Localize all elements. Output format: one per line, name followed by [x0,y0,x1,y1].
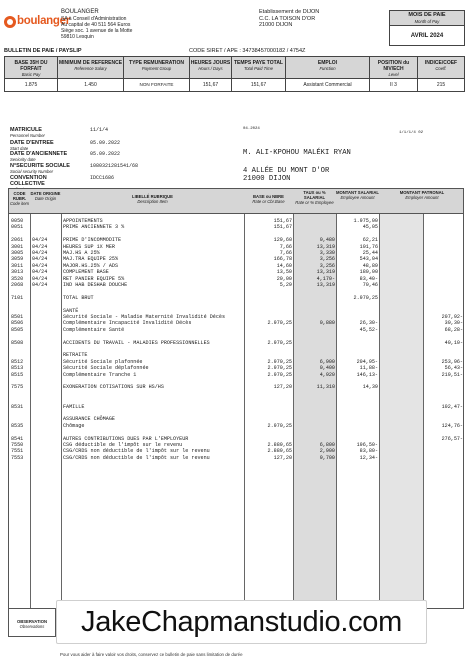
line-code: 7551 [11,448,24,455]
line-base: 151,67 [273,224,292,231]
logo-wordmark: boulanger [17,15,70,27]
pay-period-label: MOIS DE PAIE [408,12,446,18]
line-item-row [9,333,465,339]
line-item-row [9,340,465,346]
value-temps-paye: 151,67 [232,79,286,91]
line-salarial: 543,04 [359,256,378,263]
line-label: ASSURANCE CHÔMAGE [63,416,115,423]
line-date: 04/24 [32,275,48,282]
line-taux: 0,880 [319,320,335,327]
line-code: 7575 [11,384,24,391]
line-item-row [9,308,465,314]
convention-value: IDCC1686 [90,175,115,181]
line-code: 3001 [11,243,24,250]
value-position: II 3 [370,79,418,91]
employer-line-2: Au capital de 40 511 564 Euros [61,22,131,28]
line-item-row [9,244,465,250]
line-base: 2.889,65 [267,448,292,455]
line-salarial: 101,76 [359,243,378,250]
line-label: Complémentaire Santé [63,326,125,333]
line-label: ACCIDENTS DU TRAVAIL - MALADIES PROFESSIONNELLES [63,339,210,346]
col-libelle-label: LIBELLÉ RUBRIQUE [132,194,173,199]
line-base: 127,20 [273,384,292,391]
value-emploi: Assistant Commercial [286,79,370,91]
observations-sublabel: Observations [19,624,45,629]
anciennete-sublabel: Seniority date [10,157,36,162]
employee-id-block [10,127,230,190]
line-item-row [9,436,465,442]
header-minimum-reference-sub: Reference Salary [74,66,107,71]
line-salarial: 48,89 [362,262,378,269]
line-base: 2.889,65 [267,442,292,448]
col-libelle-sub: Description Item [137,199,168,204]
establishment-block [259,9,369,29]
line-label: RET PANIER EQUIPE 5% [63,275,125,282]
col-salarial-label: MONTANT SALARIAL [336,190,379,195]
line-item-row [9,372,465,378]
line-code: 8513 [11,365,24,372]
line-salarial: 14,39 [362,384,378,391]
line-salarial: 1.975,00 [353,218,378,224]
line-base: 129,60 [273,237,292,244]
header-type-remuneration: TYPE REMUNERATION [129,60,184,66]
line-date: 04/24 [32,250,48,256]
line-label: SANTÉ [63,307,79,314]
line-item-row [9,416,465,422]
line-code: 3013 [11,269,24,276]
line-item-row [9,391,465,397]
col-taux-sub: Rate or % Employee [295,200,334,205]
pay-period-sublabel: Month of Pay [414,19,440,24]
line-patronal: 219,51- [441,371,463,378]
line-salarial: 45,52- [359,326,378,333]
employer-block [61,9,181,40]
header-indice-coef: INDICE/COEF [424,60,458,66]
line-item-row [9,455,465,461]
line-salarial: 45,05 [362,224,378,231]
col-code-sub: Code item [9,201,30,206]
line-base: 14,60 [276,262,292,269]
line-label: HEURES SUP 1X MER [63,243,115,250]
value-indice-coef: 215 [436,82,446,88]
line-item-row [9,359,465,365]
line-date: 04/24 [32,256,48,263]
observations-box [8,609,56,637]
line-code: 3520 [11,275,24,282]
line-item-row [9,263,465,269]
line-taux: 2,900 [319,448,335,455]
col-code-label: CODE RUBR. [12,191,27,201]
establishment-line-2: C.C. LA TOISON D'OR [259,15,316,22]
header-heures-jours-sub: Hours / Days [198,66,223,71]
matricule-value: 11/1/4 [90,127,109,133]
line-code: 2061 [11,237,24,244]
value-type-remuneration: NON FORFAITE [124,79,190,91]
line-item-row [9,327,465,333]
line-label: MAJ.HS A 25% [63,250,100,256]
line-date: 04/24 [32,262,48,269]
line-code: 8501 [11,314,24,320]
establishment-line-1: Etablissement de DIJON [259,9,320,15]
line-code: 3011 [11,262,24,269]
line-item-row [9,423,465,429]
line-label: Sécurité Sociale - Maladie Maternité Invalidité Décès [63,314,226,320]
line-label: Sécurité Sociale plafonnée [63,358,143,365]
col-base-label: BASE ou NBRE [253,194,284,199]
line-taux: 6,800 [319,442,335,448]
line-item-row [9,231,465,237]
header-base-forfait-sub: Basic Pay [21,72,41,77]
line-patronal: 102,47- [441,403,463,410]
line-patronal: 30,30- [444,320,463,327]
line-item-row [9,301,465,307]
header-type-remuneration-sub: Payment Group [141,66,172,71]
line-label: AUTRES CONTRIBUTIONS DUES PAR L'EMPLOYEUR [63,435,189,442]
employment-info-values [5,79,464,91]
line-items-body [8,214,464,609]
line-salarial: 11,88- [359,365,378,372]
line-item-row [9,442,465,448]
line-item-row [9,276,465,282]
line-patronal: 56,43- [444,365,463,372]
line-code: 2068 [11,282,24,288]
secu-sublabel: Social security Number [10,169,54,174]
line-item-row [9,282,465,288]
observations-label: OBSERVATION [16,619,47,624]
secu-value: 1080321281541/68 [90,163,139,169]
line-salarial: 146,13- [356,371,378,378]
line-base: 7,66 [279,250,292,256]
line-base: 2.970,25 [267,365,292,372]
line-code: 7553 [11,454,24,461]
line-item-row [9,378,465,384]
address-ref-left: 04.2024 [243,127,260,131]
line-item-row [9,397,465,403]
establishment-line-3: 21000 DIJON [259,22,293,28]
employer-line-1: SA à Conseil d'Administration [61,16,127,22]
line-taux: 3,256 [319,262,335,269]
line-item-row [9,218,465,224]
col-taux-label: TAUX ou % SALARIAL [303,190,326,200]
header-base-forfait: BASE 35H DU FORFAIT [14,60,48,72]
footer-note: Pour vous aider à faire valoir vos droits, conservez ce bulletin de paie sans limitation de durée [60,652,243,657]
line-code: 8541 [11,435,24,442]
line-label: COMPLEMENT BASE [63,269,109,276]
employer-line-3: Siège soc. 1 avenue de la Motte [61,28,133,34]
line-code: 7550 [11,442,24,448]
line-taux: 6,900 [319,358,335,365]
anciennete-value: 05.09.2022 [90,151,121,157]
entree-value: 05.09.2022 [90,140,121,146]
line-taux: 3,330 [319,250,335,256]
line-salarial: 25,44 [362,250,378,256]
line-base: 2.970,25 [267,371,292,378]
line-date: 04/24 [32,269,48,276]
line-item-row [9,237,465,243]
line-date: 04/24 [32,243,48,250]
line-label: PRIME D'INCOMMODITE [63,237,122,244]
line-label: MAJOR.HS.25% / ADS [63,262,119,269]
line-code: 8505 [11,326,24,333]
line-label: CSG/CRDS non déductible de l'impôt sur le revenu [63,448,210,455]
line-base: 127,20 [273,454,292,461]
line-code: 8515 [11,371,24,378]
line-salarial: 83,80- [359,448,378,455]
col-salarial-sub: Employee Amount [340,195,375,200]
line-label: IND HAB DESHAB DOUCHE [63,282,128,288]
line-code: 3005 [11,250,24,256]
boulanger-logo [4,14,70,30]
line-items-header [8,188,464,214]
line-item-row [9,314,465,320]
line-salarial: 196,50- [356,442,378,448]
header-minimum-reference: MINIMUM DE REFERENCE [58,60,123,66]
employment-info-table [4,56,465,92]
col-date-sub: Date Origin [34,196,57,201]
line-base: 13,50 [276,269,292,276]
header-emploi-sub: Function [319,66,336,71]
line-item-row [9,288,465,294]
employment-info-header [5,57,464,79]
header-indice-coef-sub: Coeff. [435,66,447,71]
line-base: 2.970,25 [267,422,292,429]
line-base: 151,67 [273,218,292,224]
pay-period-value: AVRIL 2024 [410,33,444,39]
line-salarial: 62,21 [362,237,378,244]
line-taux: 13,319 [316,269,335,276]
watermark-banner [56,600,427,644]
line-item-row [9,250,465,256]
value-base-forfait: 1.875 [5,79,58,91]
line-item-row [9,295,465,301]
line-base: 2.970,25 [267,320,292,327]
line-item-row [9,429,465,435]
value-minimum-reference: 1.450 [58,79,124,91]
line-code: 0050 [11,218,24,224]
line-code: 8535 [11,422,24,429]
line-taux: 13,319 [316,282,335,288]
employee-name: M. ALI-KPOHOU MALÉKI RYAN [243,149,351,157]
line-date: 04/24 [32,237,48,244]
employee-city: 21000 DIJON [243,175,291,183]
col-patronal-sub: Employer Amount [405,195,439,200]
line-salarial: 83,40- [359,275,378,282]
line-code: 7101 [11,294,24,301]
line-code: 8531 [11,403,24,410]
line-item-row [9,256,465,262]
col-patronal-label: MONTANT PATRONAL [399,190,445,195]
matricule-label: MATRICULE [10,127,42,133]
watermark-text: JakeChapmanstudio.com [81,606,402,638]
line-salarial: 204,95- [356,358,378,365]
line-patronal: 40,10- [444,339,463,346]
entree-label: DATE D'ENTREE [10,140,54,146]
line-label: EXONERATION COTISATIONS SUR HS/HS [63,384,164,391]
line-code: 8512 [11,358,24,365]
line-salarial: 26,30- [359,320,378,327]
line-taux: 0,480 [319,237,335,244]
line-item-row [9,365,465,371]
header-position: POSITION du NIV/ECH [377,60,410,72]
line-label: TOTAL BRUT [63,294,94,301]
line-taux: 13,319 [316,243,335,250]
line-label: CSG/CRDS non déductible de l'impôt sur le revenu [63,454,210,461]
line-label: CSG déductible de l'impôt sur le revenu [63,442,183,448]
line-label: Sécurité Sociale déplafonnée [63,365,149,372]
line-item-row [9,320,465,326]
line-salarial: 70,46 [362,282,378,288]
line-label: FAMILLE [63,403,85,410]
siret-code: CODE SIRET / APE : 34738457000182 / 4754Z [189,48,306,54]
line-item-row [9,346,465,352]
employer-line-4: 59810 Lesquin [61,34,94,40]
convention-label: CONVENTION COLLECTIVE [10,175,47,187]
line-base: 20,00 [276,275,292,282]
line-label: PRIME ANCIENNETE 3 % [63,224,125,231]
pay-period-box [389,10,465,46]
line-label: Complémentaire Tranche 1 [63,371,137,378]
line-code: 8508 [11,339,24,346]
entree-sublabel: Start date [10,146,29,151]
line-salarial: 2.970,25 [353,294,378,301]
line-item-row [9,352,465,358]
bulletin-title: BULLETIN DE PAIE / PAYSLIP [4,48,82,54]
line-patronal: 124,76- [441,422,463,429]
line-base: 5,29 [279,282,292,288]
line-base: 7,66 [279,243,292,250]
line-base: 166,78 [273,256,292,263]
line-taux: 0,400 [319,365,335,372]
line-taux: 9,700 [319,454,335,461]
matricule-sublabel: Personnel Number [10,133,45,138]
line-label: MAJ.TRA EQUIPE 25% [63,256,119,263]
line-item-row [9,404,465,410]
value-heures-jours: 151,67 [190,79,232,91]
line-base: 2.970,25 [267,339,292,346]
header-emploi: EMPLOI [317,60,338,66]
line-salarial: 12,34- [359,454,378,461]
line-patronal: 207,92- [441,314,463,320]
col-base-sub: Rate or Cbr.Base [252,199,285,204]
line-item-row [9,384,465,390]
logo-mark-icon [4,16,16,28]
line-label: Chômage [63,422,85,429]
address-ref-right: 1/1/1/4 02 [399,131,424,135]
secu-label: N°SECURITE SOCIALE [10,163,70,169]
anciennete-label: DATE D'ANCIENNETE [10,151,68,157]
line-label: APPOINTEMENTS [63,218,103,224]
line-patronal: 253,96- [441,358,463,365]
line-item-row [9,269,465,275]
line-label: RETRAITE [63,352,88,359]
line-code: 3059 [11,256,24,263]
line-patronal: 68,28- [444,326,463,333]
line-taux: 4,920 [319,371,335,378]
line-code: 0051 [11,224,24,231]
line-taux: 11,310 [316,384,335,391]
employer-name: BOULANGER [61,9,99,15]
line-item-row [9,224,465,230]
line-taux: 3,256 [319,256,335,263]
header-temps-paye: TEMPS PAYE TOTAL [234,60,283,66]
col-date-label: DATE ORIGINE [30,191,61,196]
header-temps-paye-sub: Total Paid Time [244,66,273,71]
line-taux: 4,170- [316,275,335,282]
line-label: Complémentaire Incapacité Invalidité Décès [63,320,192,327]
line-salarial: 180,00 [359,269,378,276]
header-position-sub: Level [388,72,399,77]
line-base: 2.970,25 [267,358,292,365]
line-date: 04/24 [32,282,48,288]
line-patronal: 276,57- [441,435,463,442]
employee-street: 4 ALLÉE DU MONT D'OR [243,167,330,175]
line-item-row [9,448,465,454]
header-heures-jours: HEURES JOURS [190,60,231,66]
line-code: 8506 [11,320,24,327]
